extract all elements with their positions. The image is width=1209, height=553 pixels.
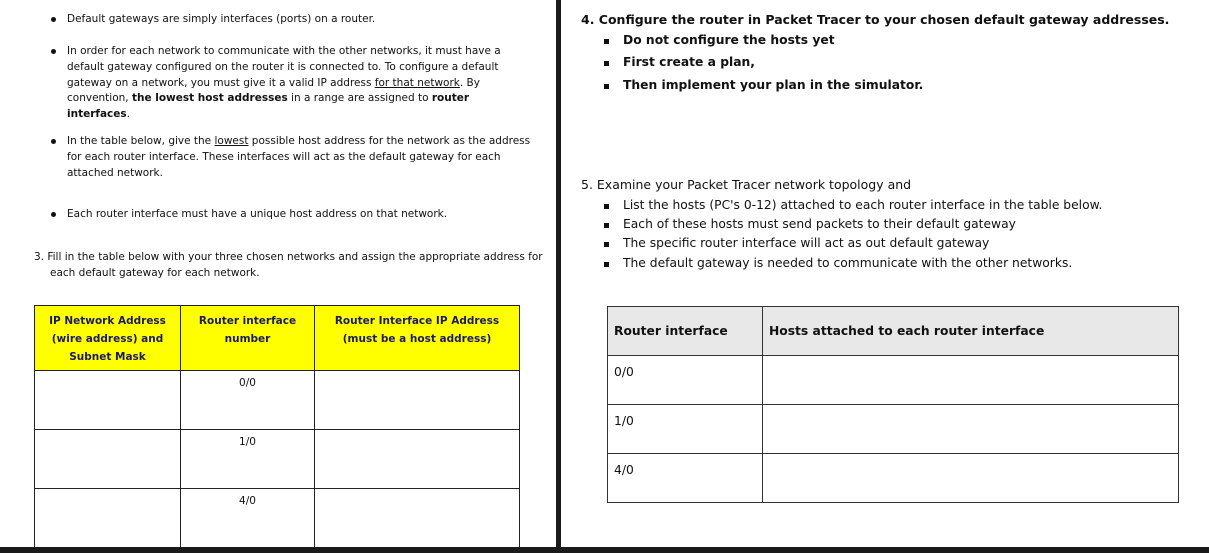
interface-number-cell: 1/0: [181, 430, 315, 489]
bullet-unique-host: [67, 207, 537, 223]
bullet-text: in a range are assigned to: [287, 92, 432, 105]
bullet-text: List the hosts (PC's 0-12) attached to each router interface in the table below.: [623, 198, 1103, 212]
right-page: [561, 0, 1209, 547]
table-row: [608, 454, 1179, 503]
bullet-text: Each router interface must have a unique host address on that network.: [67, 208, 448, 220]
item-5-heading: 5. Examine your Packet Tracer network topology and: [581, 177, 912, 192]
bold-text: router interfaces: [67, 92, 470, 121]
item-4-heading: 4. Configure the router in Packet Tracer to your chosen default gateway addresses.: [581, 12, 1170, 27]
item-4-bullet: [623, 55, 755, 69]
header-router-interface: Router interface number: [181, 306, 315, 371]
item-4-bullet: [623, 33, 835, 47]
item-5-bullet: [623, 198, 1102, 212]
router-interface-cell: 0/0: [608, 356, 763, 405]
interface-number-cell: 0/0: [181, 371, 315, 430]
bullet-text: First create a plan,: [623, 55, 755, 69]
left-page: [0, 0, 556, 547]
bullet-text: . By convention,: [67, 76, 480, 105]
square-bullet-icon: [604, 242, 609, 247]
bullet-text: .: [126, 108, 130, 121]
item-4-bullet: [623, 78, 923, 92]
hosts-cell[interactable]: [763, 356, 1179, 405]
table-row: [608, 405, 1179, 454]
underlined-text: lowest: [214, 135, 249, 147]
interface-ip-cell[interactable]: [315, 371, 520, 430]
bullet-dot-icon: [51, 139, 56, 144]
square-bullet-icon: [604, 39, 609, 44]
network-address-cell[interactable]: [35, 489, 181, 548]
network-address-cell[interactable]: [35, 430, 181, 489]
bullet-text: In the table below, give the: [67, 135, 215, 147]
table-row: [608, 356, 1179, 405]
square-bullet-icon: [604, 84, 609, 89]
header-interface-ip: Router Interface IP Address (must be a host address): [315, 306, 520, 371]
bullet-text: possible host address for the network as the address for each router interface. These interfaces will act as the default gateway for each attached network.: [67, 135, 531, 179]
item-3-instructions: 3. Fill in the table below with your three chosen networks and assign the appropriate address for each default gateway for each network.: [34, 251, 543, 279]
bullet-lowest-host: [67, 134, 537, 181]
header-hosts-attached: Hosts attached to each router interface: [763, 307, 1179, 356]
bullet-dot-icon: [51, 49, 56, 54]
square-bullet-icon: [604, 223, 609, 228]
square-bullet-icon: [604, 204, 609, 209]
table-row: [35, 430, 520, 489]
bullet-text: Default gateways are simply interfaces (ports) on a router.: [67, 13, 376, 25]
bullet-communicate: [67, 44, 517, 123]
gateway-table: [34, 305, 520, 547]
header-network-address: IP Network Address (wire address) and Subnet Mask: [35, 306, 181, 371]
table-row: [35, 371, 520, 430]
bullet-text: Then implement your plan in the simulator.: [623, 78, 924, 92]
square-bullet-icon: [604, 262, 609, 267]
bold-text: the lowest host addresses: [131, 92, 288, 105]
bullet-text: The default gateway is needed to communicate with the other networks.: [623, 256, 1073, 270]
item-5-bullet: [623, 256, 1072, 270]
bullet-dot-icon: [51, 17, 56, 22]
hosts-table: [607, 306, 1179, 503]
underlined-text: for that network: [374, 76, 460, 89]
bullet-text: Do not configure the hosts yet: [623, 33, 835, 47]
network-address-cell[interactable]: [35, 371, 181, 430]
bullet-dot-icon: [51, 212, 56, 217]
bullet-default-gateways: [67, 12, 537, 28]
router-interface-cell: 1/0: [608, 405, 763, 454]
item-5-bullet: [623, 236, 989, 250]
interface-number-cell: 4/0: [181, 489, 315, 548]
interface-ip-cell[interactable]: [315, 489, 520, 548]
item-5-bullet: [623, 217, 1016, 231]
bullet-text: Each of these hosts must send packets to their default gateway: [623, 217, 1016, 231]
bullet-text: In order for each network to communicate with the other networks, it must have a default gateway configured on the router it is connected to. To configure a default gateway on a network, you must give it a valid IP address: [67, 45, 501, 89]
square-bullet-icon: [604, 61, 609, 66]
bullet-text: The specific router interface will act as out default gateway: [623, 236, 990, 250]
table-row: [35, 489, 520, 548]
interface-ip-cell[interactable]: [315, 430, 520, 489]
router-interface-cell: 4/0: [608, 454, 763, 503]
hosts-cell[interactable]: [763, 405, 1179, 454]
hosts-cell[interactable]: [763, 454, 1179, 503]
header-router-interface: Router interface: [608, 307, 763, 356]
